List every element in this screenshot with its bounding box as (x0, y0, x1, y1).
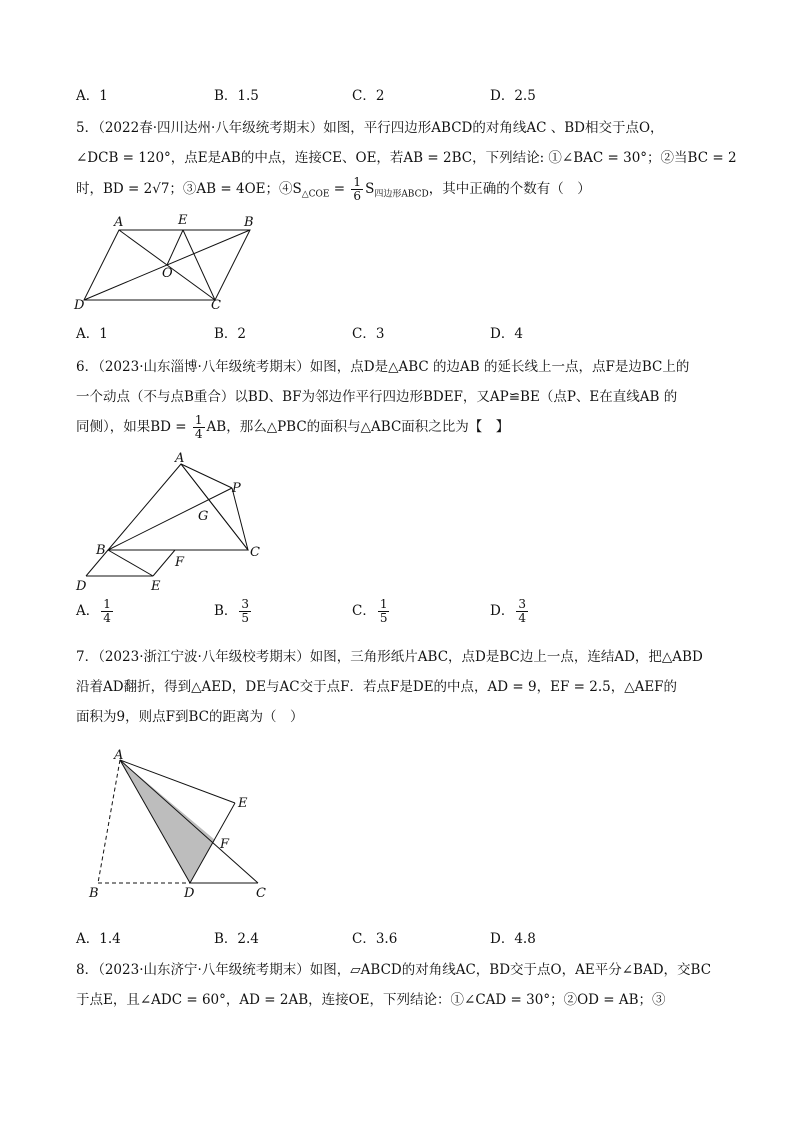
q6-segment-bp (108, 488, 232, 550)
q6-line-3-a: 同侧），如果BD = (76, 419, 191, 435)
q4-option-a[interactable]: A．1 (76, 88, 108, 104)
q7-label-d: D (184, 886, 195, 901)
q6-line-3-b: AB，那么△PBC的面积与△ABC面积之比为【 】 (206, 419, 510, 435)
q6-segment-pc (232, 488, 248, 550)
q6-option-a[interactable]: A． $\frac{1}{4}$ (76, 597, 111, 625)
q5-label-c: C (211, 298, 221, 313)
q5-sub-abcd: 四边形ABCD (374, 189, 429, 200)
q7-figure (80, 745, 280, 905)
q7-label-a: A (114, 748, 124, 763)
q6-label-f: F (175, 555, 185, 570)
q6-segment-ap-g (181, 464, 248, 550)
q5-line-3-b: ，其中正确的个数有（ ） (428, 181, 591, 197)
q5-fraction: $\frac{1}{6}$ (353, 175, 362, 203)
q7-option-b[interactable]: B．2.4 (214, 931, 259, 947)
q5-label-b: B (244, 215, 254, 230)
q5-line-3 (76, 176, 591, 203)
q7-label-e: E (238, 796, 248, 811)
q6-segment-ef (153, 550, 175, 576)
q6-label-e: E (151, 579, 161, 594)
q6-line-3 (76, 414, 509, 441)
q6-segment-be (108, 550, 153, 576)
q7-option-d[interactable]: D．4.8 (490, 931, 536, 947)
q6-option-c[interactable]: C． $\frac{1}{5}$ (352, 597, 388, 625)
q5-line-1: 5．（2022春·四川达州·八年级统考期末）如图，平行四边形ABCD的对角线AC 、BD相交于点O， (76, 120, 664, 136)
q6-line-1: 6．（2023·山东淄博·八年级统考期末）如图，点D是△ABC 的边AB 的延长线上一点，点F是边BC上的 (76, 359, 690, 375)
q5-s: S (365, 181, 375, 197)
q6-segment-ap (181, 464, 232, 488)
q6-label-b: B (96, 543, 106, 558)
q6-triangle-abc (108, 464, 248, 550)
q7-line-3: 面积为9，则点F到BC的距离为（ ） (76, 709, 304, 725)
q5-figure (70, 210, 270, 315)
q5-label-o: O (162, 266, 173, 281)
q4-option-d[interactable]: D．2.5 (490, 88, 536, 104)
q5-sub-coe: △COE (301, 189, 330, 200)
q8-line-1: 8．（2023·山东济宁·八年级统考期末）如图，▱ABCD的对角线AC，BD交于点O，AE平分∠BAD，交BC (76, 962, 712, 978)
q7-line-1: 7．（2023·浙江宁波·八年级校考期末）如图，三角形纸片ABC，点D是BC边上一点，连结AD，把△ABD (76, 649, 703, 665)
q5-option-c[interactable]: C．3 (352, 326, 385, 342)
q6-option-d[interactable]: D． $\frac{3}{4}$ (490, 597, 526, 625)
q7-label-b: B (89, 886, 99, 901)
q6-line-2: 一个动点（不与点B重合）以BD、BF为邻边作平行四边形BDEF，又AP≌BE（点P、E在直线AB 的 (76, 389, 678, 405)
q5-label-d: D (74, 298, 85, 313)
q5-line-3-a: 时，BD = 2√7；③AB = 4OE；④S (76, 181, 302, 197)
q7-label-f: F (220, 837, 230, 852)
q5-label-a: A (114, 215, 124, 230)
q6-fraction: $\frac{1}{4}$ (194, 413, 203, 441)
q5-option-d[interactable]: D．4 (490, 326, 523, 342)
q5-option-a[interactable]: A．1 (76, 326, 108, 342)
q6-label-p: P (232, 481, 241, 496)
q7-option-a[interactable]: A．1.4 (76, 931, 121, 947)
q4-option-c[interactable]: C．2 (352, 88, 385, 104)
q7-segment-ab (98, 760, 120, 883)
q4-option-b[interactable]: B．1.5 (214, 88, 259, 104)
q7-label-c: C (256, 886, 266, 901)
q6-label-d: D (76, 579, 87, 594)
q7-line-2: 沿着AD翻折，得到△AED，DE与AC交于点F．若点F是DE的中点，AD = 9，EF = 2.5，△AEF的 (76, 679, 678, 695)
q6-figure (70, 450, 270, 595)
q5-segment-ce (183, 230, 215, 300)
q6-label-g: G (198, 509, 209, 524)
q8-line-2: 于点E，且∠ADC = 60°，AD = 2AB，连接OE，下列结论：①∠CAD = 30°；②OD = AB；③ (76, 992, 666, 1008)
q6-label-c: C (250, 545, 260, 560)
q5-option-b[interactable]: B．2 (214, 326, 247, 342)
q6-option-b[interactable]: B． $\frac{3}{5}$ (214, 597, 250, 625)
q6-label-a: A (175, 451, 185, 466)
q5-label-e: E (178, 213, 188, 228)
q5-eq: = (329, 181, 350, 197)
q5-line-2: ∠DCB = 120°，点E是AB的中点，连接CE、OE，若AB = 2BC，下列结论: ①∠BAC = 30°；②当BC = 2 (76, 150, 737, 166)
q7-option-c[interactable]: C．3.6 (352, 931, 398, 947)
